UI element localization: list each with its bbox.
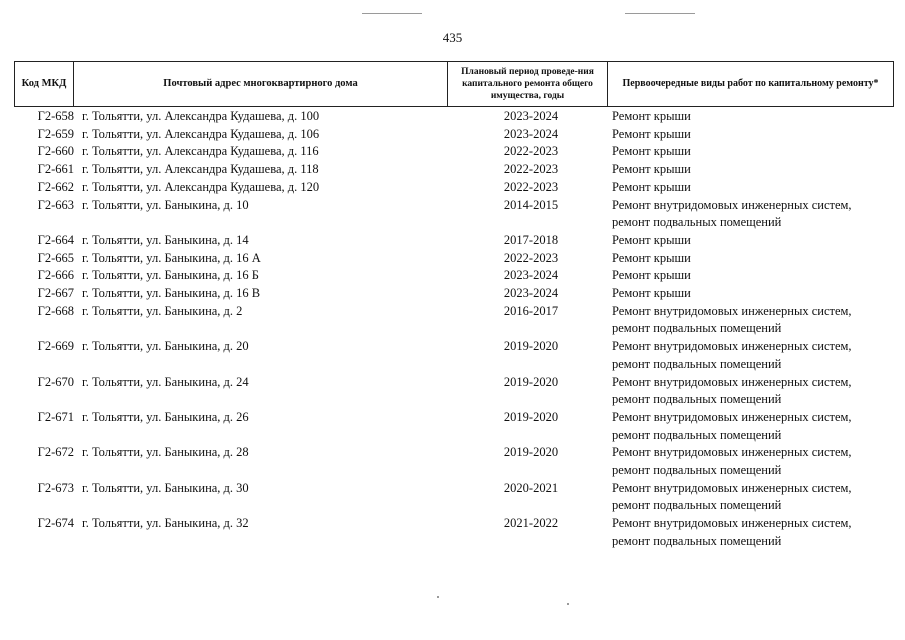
- cell-address: [76, 391, 454, 409]
- table-row: [14, 250, 894, 268]
- cell-period: [454, 497, 608, 515]
- cell-period: [454, 427, 608, 445]
- cell-period: 2022-2023: [503, 162, 559, 177]
- table-row-continuation: [14, 214, 894, 232]
- cell-period: 2022-2023: [503, 144, 559, 159]
- cell-code: Г2-673: [37, 480, 74, 495]
- scan-speck: [567, 603, 569, 605]
- cell-works: Ремонт внутридомовых инженерных систем,: [612, 197, 852, 212]
- header-code: Код МКД: [15, 62, 74, 107]
- cell-code: Г2-670: [37, 374, 74, 389]
- cell-address: г. Тольятти, ул. Александра Кудашева, д. 106: [82, 126, 320, 141]
- cell-works: Ремонт крыши: [612, 232, 691, 247]
- cell-works: Ремонт крыши: [612, 250, 691, 265]
- cell-code: Г2-662: [37, 179, 74, 194]
- cell-address: г. Тольятти, ул. Баныкина, д. 16 А: [82, 250, 261, 265]
- cell-period: 2016-2017: [503, 303, 559, 318]
- cell-works: Ремонт внутридомовых инженерных систем,: [612, 409, 852, 424]
- cell-code: Г2-664: [37, 232, 74, 247]
- cell-works: Ремонт крыши: [612, 109, 691, 123]
- cell-period: [454, 391, 608, 409]
- cell-code: Г2-672: [37, 445, 74, 460]
- table-row: [14, 197, 894, 215]
- cell-code: Г2-665: [37, 250, 74, 265]
- cell-works: Ремонт крыши: [612, 144, 691, 159]
- cell-code: [14, 391, 76, 409]
- header-works: Первоочередные виды работ по капитальному ремонту*: [608, 62, 894, 107]
- cell-code: Г2-661: [37, 162, 74, 177]
- cell-period: [454, 320, 608, 338]
- cell-code: [14, 497, 76, 515]
- cell-period: 2022-2023: [503, 179, 559, 194]
- cell-address: [76, 427, 454, 445]
- cell-period: 2020-2021: [503, 480, 559, 495]
- cell-period: 2019-2020: [503, 339, 559, 354]
- cell-works: ремонт подвальных помещений: [612, 356, 782, 371]
- cell-address: г. Тольятти, ул. Александра Кудашева, д. 118: [82, 162, 319, 177]
- cell-address: г. Тольятти, ул. Баныкина, д. 32: [82, 516, 249, 531]
- cell-code: [14, 356, 76, 374]
- table-row: [14, 480, 894, 498]
- cell-code: [14, 462, 76, 480]
- cell-works: ремонт подвальных помещений: [612, 392, 782, 407]
- table-row-continuation: [14, 320, 894, 338]
- cell-address: г. Тольятти, ул. Баныкина, д. 16 В: [82, 286, 261, 301]
- cell-works: ремонт подвальных помещений: [612, 463, 782, 478]
- cell-address: г. Тольятти, ул. Баныкина, д. 30: [82, 480, 249, 495]
- cell-address: г. Тольятти, ул. Баныкина, д. 24: [82, 374, 249, 389]
- table-row: [14, 126, 894, 144]
- cell-code: [14, 320, 76, 338]
- table-row: [14, 179, 894, 197]
- cell-works: ремонт подвальных помещений: [612, 215, 782, 230]
- cell-code: Г2-658: [37, 109, 74, 123]
- cell-code: Г2-660: [37, 144, 74, 159]
- cell-code: [14, 214, 76, 232]
- header-row: [15, 62, 894, 107]
- cell-address: г. Тольятти, ул. Александра Кудашева, д. 120: [82, 179, 320, 194]
- cell-address: г. Тольятти, ул. Баныкина, д. 2: [82, 303, 243, 318]
- cell-period: 2019-2020: [503, 445, 559, 460]
- cell-period: [454, 533, 608, 551]
- table-row: [14, 444, 894, 462]
- cell-period: 2023-2024: [503, 286, 559, 301]
- table-row: [14, 232, 894, 250]
- table-row: [14, 108, 894, 126]
- cell-period: 2022-2023: [503, 250, 559, 265]
- cell-address: [76, 214, 454, 232]
- cell-works: ремонт подвальных помещений: [612, 533, 782, 548]
- scan-speck: [437, 596, 439, 598]
- cell-works: Ремонт внутридомовых инженерных систем,: [612, 516, 852, 531]
- cell-address: г. Тольятти, ул. Александра Кудашева, д. 116: [82, 144, 319, 159]
- cell-works: Ремонт внутридомовых инженерных систем,: [612, 480, 852, 495]
- cell-period: 2017-2018: [503, 232, 559, 247]
- cell-works: Ремонт крыши: [612, 162, 691, 177]
- cell-code: Г2-674: [37, 516, 74, 531]
- cell-code: Г2-671: [37, 409, 74, 424]
- table-body: [14, 108, 894, 551]
- cell-works: Ремонт внутридомовых инженерных систем,: [612, 374, 852, 389]
- cell-period: 2019-2020: [503, 374, 559, 389]
- cell-code: Г2-666: [37, 268, 74, 283]
- cell-works: ремонт подвальных помещений: [612, 427, 782, 442]
- cell-code: [14, 427, 76, 445]
- cell-address: г. Тольятти, ул. Баныкина, д. 10: [82, 197, 249, 212]
- cell-works: Ремонт внутридомовых инженерных систем,: [612, 339, 852, 354]
- cell-address: г. Тольятти, ул. Баныкина, д. 20: [82, 339, 249, 354]
- cell-period: 2019-2020: [503, 409, 559, 424]
- table-row: [14, 338, 894, 356]
- table-header: [14, 61, 894, 107]
- table-row-continuation: [14, 427, 894, 445]
- table-row-continuation: [14, 462, 894, 480]
- cell-works: Ремонт крыши: [612, 286, 691, 301]
- table-row-continuation: [14, 356, 894, 374]
- cell-address: г. Тольятти, ул. Александра Кудашева, д. 100: [82, 109, 320, 123]
- table-row: [14, 267, 894, 285]
- table-row: [14, 374, 894, 392]
- cell-code: [14, 533, 76, 551]
- cell-period: 2021-2022: [503, 516, 559, 531]
- header-period: Плановый период проведе-ния капитального ремонта общего имущества, годы: [448, 62, 608, 107]
- cell-address: [76, 462, 454, 480]
- cell-address: г. Тольятти, ул. Баныкина, д. 14: [82, 232, 249, 247]
- cell-code: Г2-663: [37, 197, 74, 212]
- table-row: [14, 303, 894, 321]
- cell-works: Ремонт крыши: [612, 268, 691, 283]
- table-row: [14, 285, 894, 303]
- cell-code: Г2-659: [37, 126, 74, 141]
- cell-code: Г2-668: [37, 303, 74, 318]
- cell-period: 2014-2015: [503, 197, 559, 212]
- header-address: Почтовый адрес многоквартирного дома: [74, 62, 448, 107]
- cell-period: 2023-2024: [503, 126, 559, 141]
- page-number: 435: [442, 30, 463, 45]
- cell-address: г. Тольятти, ул. Баныкина, д. 16 Б: [82, 268, 259, 283]
- cell-works: Ремонт крыши: [612, 126, 691, 141]
- table-row-continuation: [14, 391, 894, 409]
- table-row: [14, 409, 894, 427]
- cell-address: г. Тольятти, ул. Баныкина, д. 28: [82, 445, 249, 460]
- cell-works: Ремонт крыши: [612, 179, 691, 194]
- cell-works: ремонт подвальных помещений: [612, 321, 782, 336]
- cell-address: [76, 320, 454, 338]
- scan-speck: [625, 13, 695, 14]
- cell-address: [76, 356, 454, 374]
- cell-period: 2023-2024: [503, 268, 559, 283]
- cell-address: г. Тольятти, ул. Баныкина, д. 26: [82, 409, 249, 424]
- cell-works: Ремонт внутридомовых инженерных систем,: [612, 303, 852, 318]
- cell-works: ремонт подвальных помещений: [612, 498, 782, 513]
- table-row-continuation: [14, 533, 894, 551]
- cell-code: Г2-669: [37, 339, 74, 354]
- table-row: [14, 515, 894, 533]
- table-row: [14, 143, 894, 161]
- cell-period: [454, 462, 608, 480]
- cell-period: [454, 214, 608, 232]
- cell-works: Ремонт внутридомовых инженерных систем,: [612, 445, 852, 460]
- cell-code: Г2-667: [37, 286, 74, 301]
- table-row: [14, 161, 894, 179]
- cell-address: [76, 497, 454, 515]
- cell-address: [76, 533, 454, 551]
- table-row-continuation: [14, 497, 894, 515]
- cell-period: [454, 356, 608, 374]
- scan-speck: [362, 13, 422, 14]
- cell-period: 2023-2024: [503, 109, 559, 123]
